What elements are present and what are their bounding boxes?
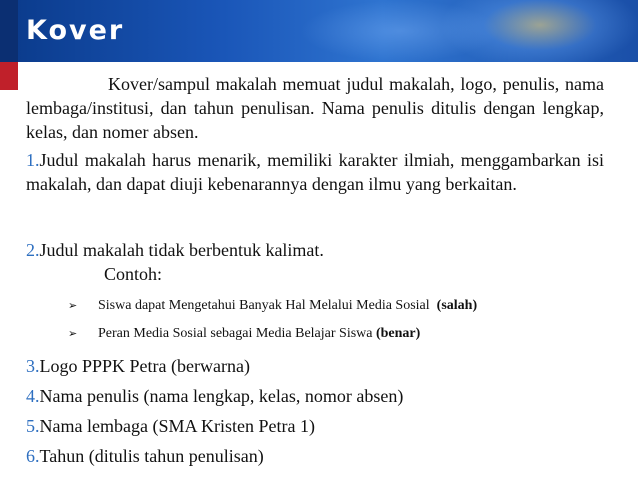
item-text: Judul makalah tidak berbentuk kalimat. — [39, 240, 324, 260]
item-text: Logo PPPK Petra (berwarna) — [39, 356, 250, 376]
example-verdict: (salah) — [436, 298, 478, 313]
arrowhead-bullet-icon: ➢ — [68, 328, 78, 340]
red-accent-strip — [0, 62, 18, 90]
arrowhead-bullet-icon: ➢ — [68, 300, 78, 312]
item-number: 6. — [26, 446, 40, 466]
slide-header — [0, 0, 638, 62]
example-label: Contoh: — [104, 264, 163, 284]
example-text: Peran Media Sosial sebagai Media Belajar Siswa — [98, 326, 373, 341]
list-item-5 — [26, 414, 604, 438]
slide-title: Kover — [26, 15, 125, 46]
item-number: 2. — [26, 240, 40, 260]
list-item-1 — [26, 148, 604, 196]
item-number: 5. — [26, 416, 40, 436]
list-item-4 — [26, 384, 604, 408]
example-verdict: (benar) — [375, 326, 421, 341]
item-text: Judul makalah harus menarik, memiliki karakter ilmiah, menggambarkan isi makalah, dan dapat diuji kebenarannya dengan ilmu yang berkaitan. — [26, 150, 604, 194]
item-text: Tahun (ditulis tahun penulisan) — [39, 446, 264, 466]
item-text: Nama penulis (nama lengkap, kelas, nomor absen) — [39, 386, 404, 406]
header-left-bar — [0, 0, 18, 62]
item-text: Nama lembaga (SMA Kristen Petra 1) — [39, 416, 315, 436]
example-text: Siswa dapat Mengetahui Banyak Hal Melalui Media Sosial — [98, 298, 430, 313]
item-number: 1. — [26, 150, 40, 170]
header-decoration-glow — [440, 0, 638, 62]
item-number: 3. — [26, 356, 40, 376]
item-number: 4. — [26, 386, 40, 406]
intro-paragraph: Kover/sampul makalah memuat judul makalah, logo, penulis, nama lembaga/institusi, dan tahun penulisan. Nama penulis ditulis dengan lengkap, kelas, dan nomer absen. — [26, 74, 604, 142]
example-item-2 — [68, 324, 420, 344]
list-item-6 — [26, 444, 604, 468]
list-item-3 — [26, 354, 604, 378]
list-item-2 — [26, 238, 604, 262]
example-item-1 — [68, 296, 477, 316]
